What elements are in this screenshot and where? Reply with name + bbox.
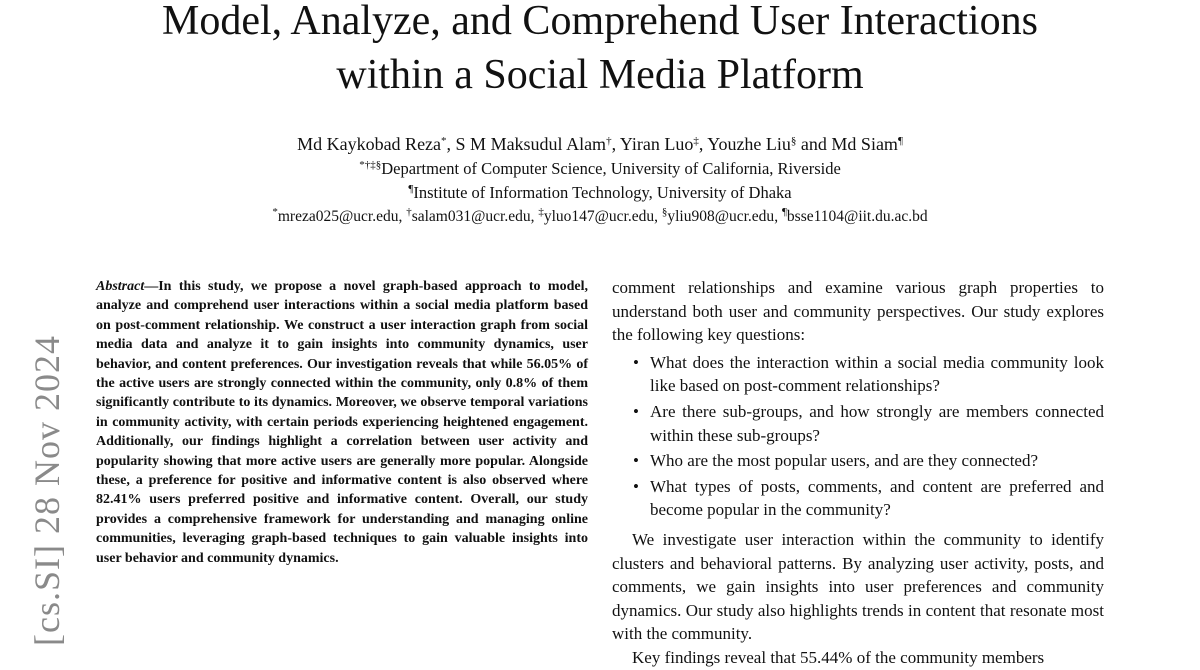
author: Md Siam¶	[831, 134, 903, 154]
introduction-column	[612, 276, 1104, 670]
list-item: • What does the interaction within a social media community look like based on post-comment relationships?	[633, 352, 1104, 396]
body-paragraph: Key findings reveal that 55.44% of the community members	[632, 647, 1045, 667]
author-list	[0, 132, 1200, 156]
email-link[interactable]: ¶bsse1104@iit.du.ac.bd	[781, 206, 928, 225]
key-questions-list	[612, 351, 1104, 522]
abstract-text: —In this study, we propose a novel graph-based approach to model, analyze and comprehend user interactions within a social media platform based on post-comment relationship. We construct a user interaction graph from social media data and analyze it to gain insights into community dynamics, user behavior, and content preferences. Our investigation reveals that while 56.05% of the active users are strongly connected within the community, only 0.8% of them significantly contribute to its dynamics. Moreover, we observe temporal variations in community activity, with certain periods experiencing heightened engagement. Additionally, our findings highlight a correlation between user activity and popularity showing that more active users are generally more popular. Alongside these, a preference for positive and informative content is also observed where 82.41% users preferred positive and informative content. Overall, our study provides a comprehensive framework for understanding and managing online communities, leveraging graph-based techniques to gain valuable insights into user behavior and community dynamics.	[96, 279, 588, 566]
arxiv-stamp: [cs.SI] 28 Nov 2024	[27, 335, 67, 646]
email-link[interactable]: †salam031@ucr.edu	[406, 206, 531, 225]
abstract-label: Abstract	[96, 279, 145, 294]
intro-paragraph: comment relationships and examine various graph properties to understand both user and community perspectives. Our study explores the following key questions:	[612, 278, 1104, 345]
paper-title	[0, 0, 1200, 102]
abstract	[96, 277, 588, 568]
list-item: • Are there sub-groups, and how strongly are members connected within these sub-groups?	[633, 401, 1104, 445]
email-link[interactable]: ‡yluo147@ucr.edu	[538, 206, 655, 225]
email-link[interactable]: §yliu908@ucr.edu	[661, 206, 775, 225]
title-line-2: within a Social Media Platform	[336, 52, 864, 98]
body-paragraph: We investigate user interaction within the community to identify clusters and behavioral patterns. By analyzing user activity, posts, and comments, we gain insights into user preferences and community dynamics. Our study also highlights trends in content that resonate most with the community.	[612, 529, 1104, 644]
author: Yiran Luo‡,	[619, 134, 708, 154]
title-line-1: Model, Analyze, and Comprehend User Interactions	[162, 0, 1038, 44]
list-item: • What types of posts, comments, and content are preferred and become popular in the community?	[633, 476, 1104, 520]
author-emails: *mreza025@ucr.edu, †salam031@ucr.edu, ‡yluo147@ucr.edu, §yliu908@ucr.edu, ¶bsse1104@iit.du.ac.bd	[272, 206, 928, 225]
email-link[interactable]: *mreza025@ucr.edu	[272, 206, 399, 225]
affiliation-ucr: *†‡§Department of Computer Science, University of California, Riverside	[359, 159, 841, 178]
list-item: • Who are the most popular users, and are they connected?	[633, 451, 1039, 471]
author: S M Maksudul Alam†,	[455, 134, 620, 154]
author: Md Kaykobad Reza*,	[297, 134, 456, 154]
author: Youzhe Liu§ and	[707, 134, 832, 154]
affiliation-dhaka: ¶Institute of Information Technology, University of Dhaka	[408, 183, 792, 202]
